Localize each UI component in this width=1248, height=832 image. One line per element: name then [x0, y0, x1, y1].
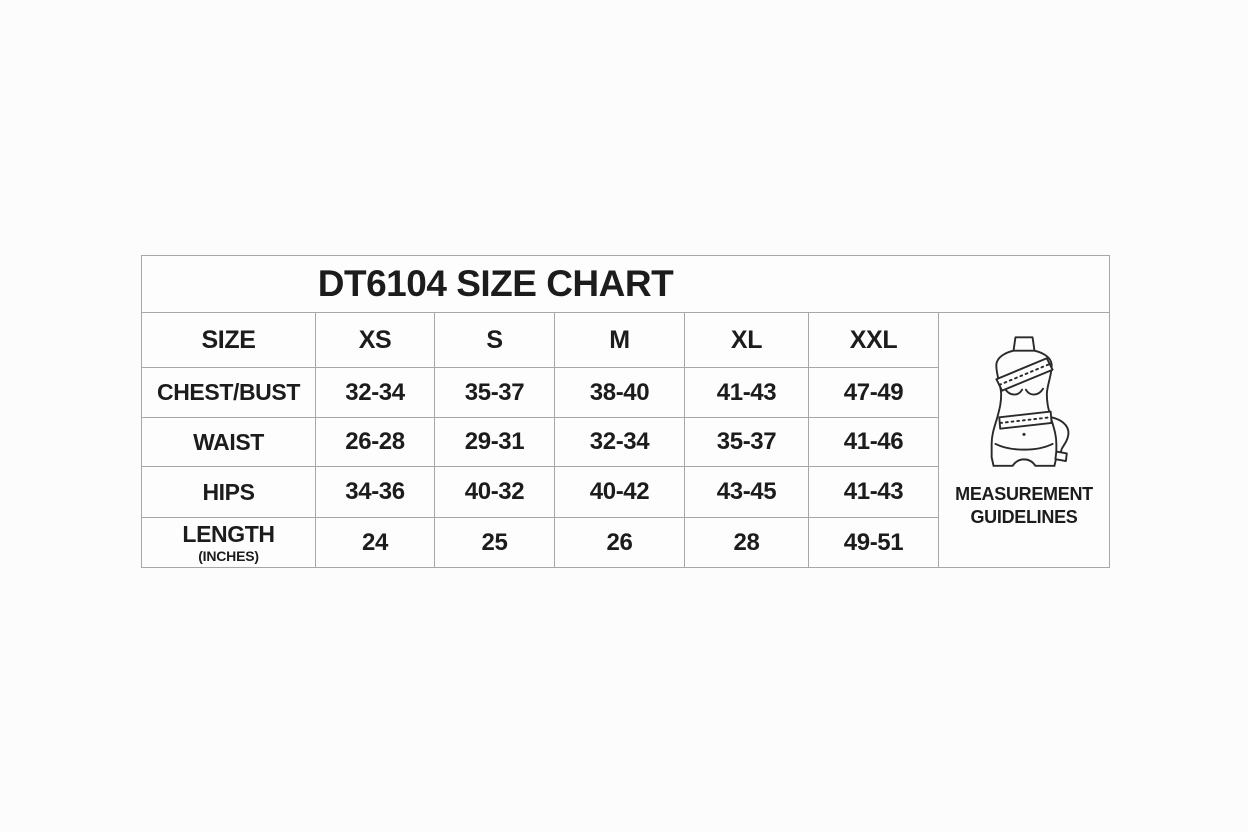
cell-waist-s: 29-31 [435, 418, 555, 467]
size-chart-table [141, 255, 1110, 568]
cell-chest-xxl: 47-49 [809, 368, 939, 418]
measurement-guidelines-line1: MEASUREMENT [955, 484, 1093, 504]
cell-waist-m: 32-34 [555, 418, 685, 467]
cell-length-s: 25 [435, 518, 555, 568]
cell-length-xl: 28 [685, 518, 809, 568]
cell-waist-xl: 35-37 [685, 418, 809, 467]
row-label-waist: WAIST [142, 418, 316, 467]
size-grid [142, 313, 939, 568]
measurement-guidelines-line2: GUIDELINES [970, 506, 1078, 527]
cell-chest-m: 38-40 [555, 368, 685, 418]
row-label-length-unit: (INCHES) [198, 548, 259, 564]
mannequin-measuring-tape-icon [965, 329, 1083, 477]
size-chart-body [142, 313, 1109, 568]
row-label-hips: HIPS [142, 467, 316, 518]
row-label-length-text: LENGTH [182, 521, 275, 547]
cell-hips-m: 40-42 [555, 467, 685, 518]
size-chart-title: DT6104 SIZE CHART [317, 263, 674, 304]
cell-length-m: 26 [555, 518, 685, 568]
row-label-length [142, 518, 316, 568]
column-header-m: M [555, 313, 685, 368]
cell-hips-xs: 34-36 [316, 467, 435, 518]
cell-hips-s: 40-32 [435, 467, 555, 518]
cell-hips-xl: 43-45 [685, 467, 809, 518]
cell-waist-xxl: 41-46 [809, 418, 939, 467]
cell-length-xxl: 49-51 [809, 518, 939, 568]
measurement-guidelines-label [955, 483, 1093, 528]
cell-waist-xs: 26-28 [316, 418, 435, 467]
size-chart-title-row [142, 256, 1109, 313]
column-header-s: S [435, 313, 555, 368]
cell-chest-s: 35-37 [435, 368, 555, 418]
measurement-guidelines-panel [939, 313, 1109, 568]
cell-chest-xl: 41-43 [685, 368, 809, 418]
column-header-xxl: XXL [809, 313, 939, 368]
column-header-xl: XL [685, 313, 809, 368]
cell-chest-xs: 32-34 [316, 368, 435, 418]
column-header-xs: XS [316, 313, 435, 368]
cell-hips-xxl: 41-43 [809, 467, 939, 518]
row-label-chest-bust: CHEST/BUST [142, 368, 316, 418]
cell-length-xs: 24 [316, 518, 435, 568]
column-header-size: SIZE [142, 313, 316, 368]
